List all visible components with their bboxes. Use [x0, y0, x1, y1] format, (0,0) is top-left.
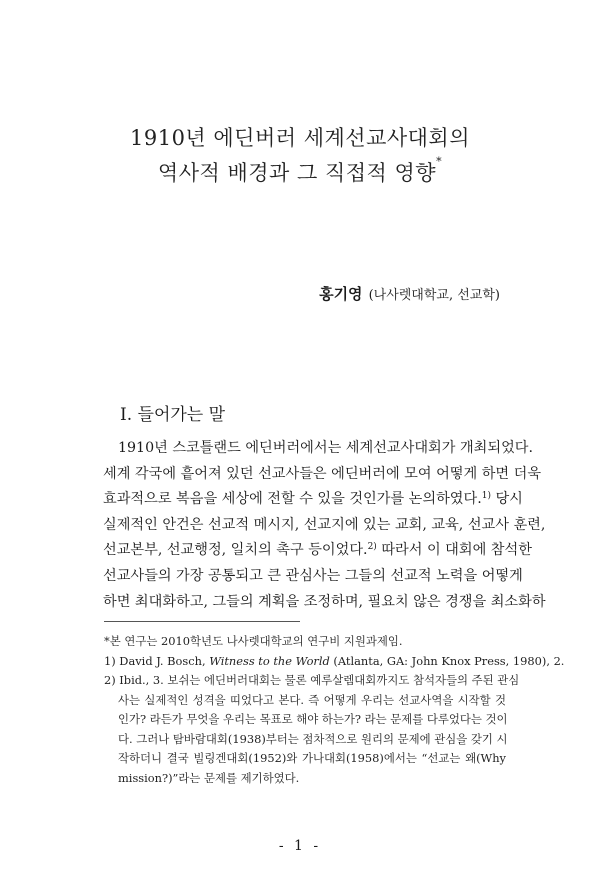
author-byline: [319, 283, 500, 304]
body-line-text: 따라서 이 대회에 참석한: [376, 542, 532, 559]
author-affiliation: (나사렛대학교, 선교학): [368, 288, 500, 303]
title-line-2: [0, 157, 600, 187]
footnote-2-line: 2) Ibid., 3. 보쉬는 에딘버러대회는 물론 예루살렘대회까지도 참석자들의 주된 관심: [104, 673, 520, 687]
body-paragraph: [103, 436, 546, 615]
footnote-2-line: 인가? 라든가 무엇을 우리는 목표로 해야 하는가? 라는 문제를 다루었다는 것이: [118, 712, 508, 726]
section-heading: I. 들어가는 말: [120, 405, 226, 425]
footnote-ref-2[interactable]: 2): [367, 542, 377, 553]
body-line: [103, 538, 532, 564]
body-line: 세계 각국에 흩어져 있던 선교사들은 에딘버러에 모여 어떻게 하면 더욱: [103, 465, 542, 482]
footnote-1-title: Witness to the World: [209, 653, 330, 668]
author-name: 홍기영: [319, 285, 363, 303]
title-line-2-text: 역사적 배경과 그 직접적 영향: [157, 161, 437, 185]
title-footnote-mark: *: [436, 155, 443, 168]
footnote-ref-1[interactable]: 1): [481, 491, 491, 502]
body-line-text: 선교본부, 선교행정, 일치의 촉구 등이었다.: [103, 542, 368, 559]
footnote-2-line: 다. 그러나 탐바람대회(1938)부터는 점차적으로 원리의 문제에 관심을 갖기 시: [118, 731, 508, 746]
body-line-text: 효과적으로 복음을 세상에 전할 수 있을 것인가를 논의하였다.: [103, 491, 482, 508]
footnote-1-pre: 1) David J. Bosch,: [104, 653, 210, 668]
footnote-2-line: 사는 실제적인 성격을 띠었다고 본다. 즉 어떻게 우리는 선교사역을 시작할 것: [118, 692, 506, 707]
page-number: - 1 -: [278, 838, 322, 854]
title-line-1: 1910년 에딘버러 세계선교사대회의: [129, 126, 470, 150]
footnote-1-post: (Atlanta, GA: John Knox Press, 1980), 2.: [329, 653, 565, 668]
footnotes: [104, 632, 565, 788]
body-line: 1910년 스코틀랜드 에딘버러에서는 세계선교사대회가 개최되었다.: [118, 440, 533, 456]
body-line-text: 당시: [490, 491, 523, 508]
footnote-2-line: mission?)”라는 문제를 제기하였다.: [118, 770, 300, 785]
footnote-2-line: 작하더니 결국 빌링겐대회(1952)와 가나대회(1958)에서는 “선교는 왜(Why: [118, 751, 506, 765]
footnote-star: *본 연구는 2010학년도 나사렛대학교의 연구비 지원과제임.: [104, 634, 403, 648]
body-line: 실제적인 안건은 선교적 메시지, 선교지에 있는 교회, 교육, 선교사 훈련,: [103, 516, 546, 533]
body-line: 하면 최대화하고, 그들의 계획을 조정하며, 필요치 않은 경쟁을 최소화하: [103, 593, 546, 610]
body-line: 선교사들의 가장 공통되고 큰 관심사는 그들의 선교적 노력을 어떻게: [103, 567, 523, 584]
body-line: [103, 487, 523, 513]
footnote-1: [104, 652, 565, 672]
footnote-divider: [104, 621, 300, 622]
